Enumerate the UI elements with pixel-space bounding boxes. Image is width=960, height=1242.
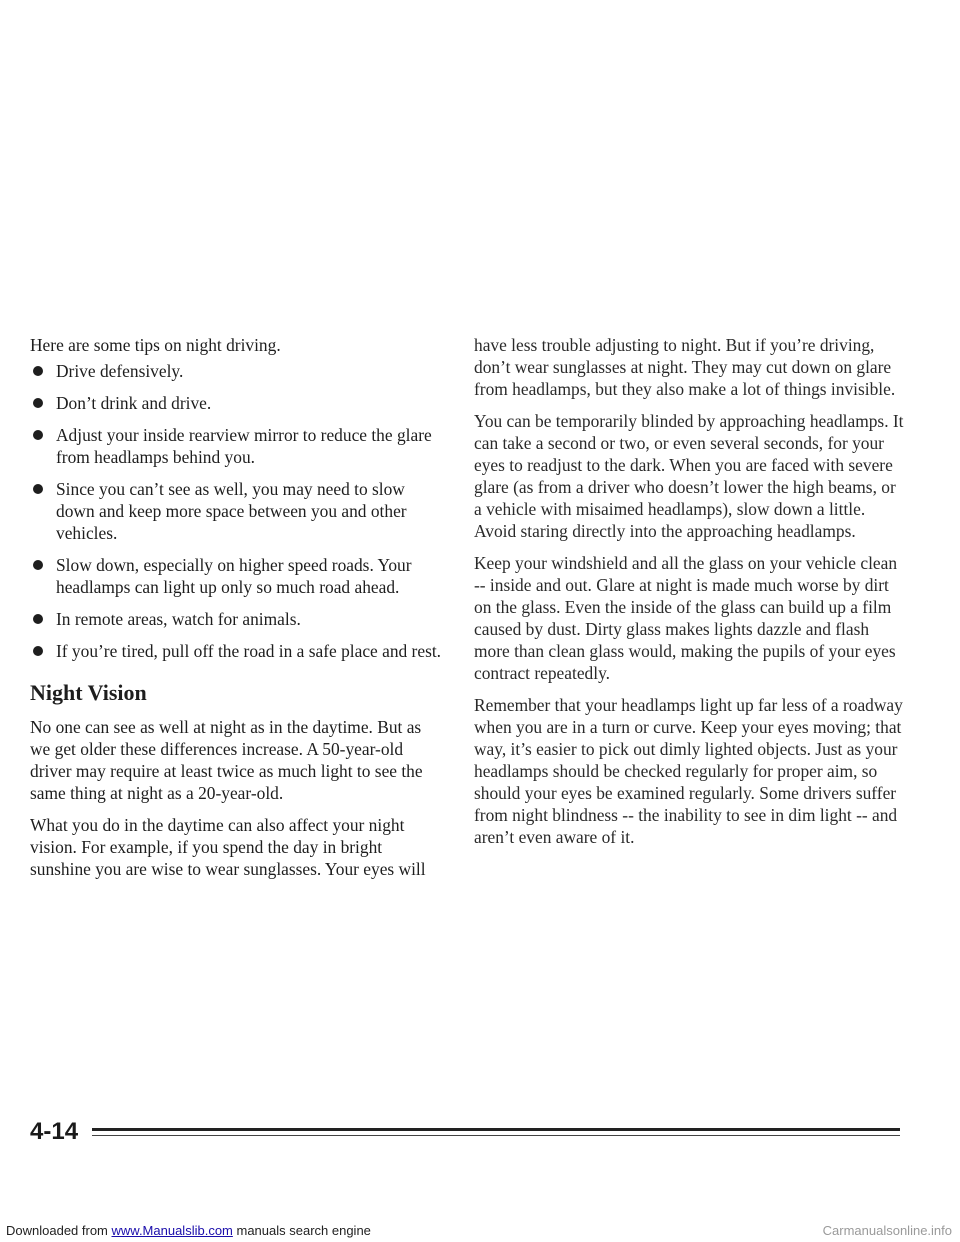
right-column [474,334,904,858]
list-item: Don’t drink and drive. [30,392,442,414]
footer-rule [92,1128,900,1131]
tips-intro: Here are some tips on night driving. [30,335,281,355]
bullet-icon [33,614,43,624]
list-item: Drive defensively. [30,360,442,382]
night-driving-tips-list [30,360,442,662]
section-heading: Night Vision [30,680,147,705]
bullet-icon [33,484,43,494]
paragraph: What you do in the daytime can also affect your night vision. For example, if you spend the day in bright sunshine you are wise to wear sunglasses. Your eyes will [30,815,426,879]
bullet-icon [33,366,43,376]
list-item: If you’re tired, pull off the road in a safe place and rest. [30,640,442,662]
list-item: Since you can’t see as well, you may need to slow down and keep more space between you and other vehicles. [30,478,442,544]
list-item: In remote areas, watch for animals. [30,608,442,630]
manualslib-link[interactable]: www.Manualslib.com [111,1223,233,1238]
download-credit: Downloaded from www.Manualslib.com manuals search engine [6,1223,371,1238]
list-item: Adjust your inside rearview mirror to reduce the glare from headlamps behind you. [30,424,442,468]
download-footer [0,1220,960,1242]
bullet-icon [33,398,43,408]
paragraph: You can be temporarily blinded by approaching headlamps. It can take a second or two, or even several seconds, for your eyes to readjust to the dark. When you are faced with severe glare (as from a driver who doesn’t lower the high beams, or a vehicle with misaimed headlamps), slow down a little. Avoid staring directly into the approaching headlamps. [474,411,904,541]
paragraph: No one can see as well at night as in the daytime. But as we get older these differences increase. A 50-year-old driver may require at least twice as much light to see the same thing at night as a 20-year-old. [30,717,423,803]
watermark-text: Carmanualsonline.info [822,1223,952,1238]
left-column [30,334,442,890]
footer-rule-thin [92,1135,900,1136]
paragraph: Keep your windshield and all the glass on your vehicle clean -- inside and out. Glare at night is made much worse by dirt on the glass. Even the inside of the glass can build up a film caused by dust. Dirty glass makes lights dazzle and flash more than clean glass would, making the pupils of your eyes contract repeatedly. [474,553,898,683]
bullet-icon [33,560,43,570]
page-number: 4-14 [30,1118,79,1145]
paragraph: Remember that your headlamps light up far less of a roadway when you are in a turn or curve. Keep your eyes moving; that way, it’s easier to pick out dimly lighted objects. Just as your headlamps should be checked regularly for proper aim, so should your eyes be examined regularly. Some drivers suffer from night blindness -- the inability to see in dim light -- and aren’t even aware of it. [474,695,903,847]
list-item: Slow down, especially on higher speed roads. Your headlamps can light up only so much road ahead. [30,554,442,598]
bullet-icon [33,646,43,656]
bullet-icon [33,430,43,440]
paragraph: have less trouble adjusting to night. But if you’re driving, don’t wear sunglasses at night. They may cut down on glare from headlamps, but they also make a lot of things invisible. [474,335,896,399]
